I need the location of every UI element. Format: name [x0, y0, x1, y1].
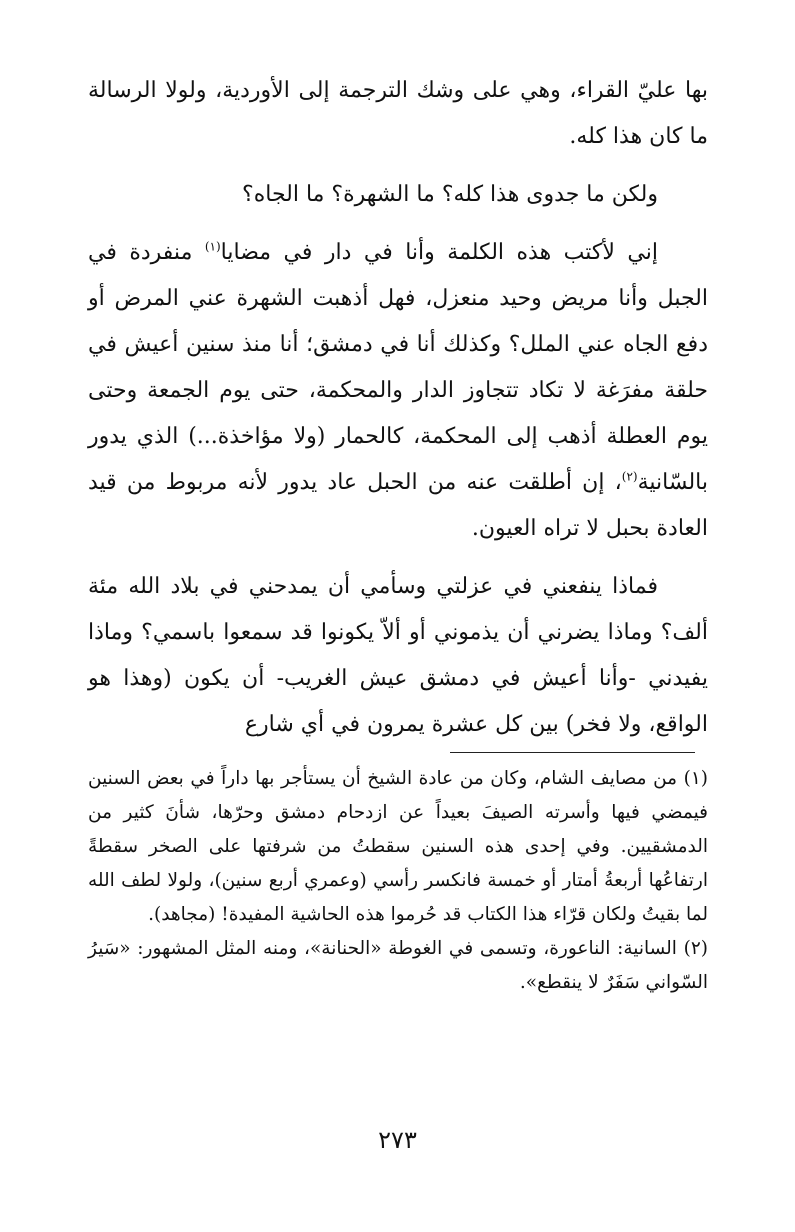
footnotes: [88, 762, 708, 1000]
footnote-ref-1: (١): [204, 239, 221, 254]
footnote-1-text: من مصايف الشام، وكان من عادة الشيخ أن يستأجر بها داراً في بعض السنين فيمضي فيها وأسرته الصيفَ بعيداً عن ازدحام دمشق وحرّها، شأنَ كثير من الدمشقيين. وفي إحدى هذه السنين سقطتُ من شرفتها على الصخر سقطةً ارتفاعُها أربعةُ أمتار أو خمسة فانكسر رأسي (وعمري أربع سنين)، ولولا لطف الله لما بقيتُ ولكان قرّاء هذا الكتاب قد حُرموا هذه الحاشية المفيدة! (مجاهد).: [88, 768, 708, 925]
footnote-1: [88, 762, 708, 932]
footnote-2-text: السانية: الناعورة، وتسمى في الغوطة «الحنانة»، ومنه المثل المشهور: «سَيرُ السّواني سَفَرٌ لا ينقطع».: [88, 938, 708, 993]
paragraph-1: بها عليّ القراء، وهي على وشك الترجمة إلى الأوردية، ولولا الرسالة ما كان هذا كله.: [88, 78, 708, 149]
paragraph-4: فماذا ينفعني في عزلتي وسأمي أن يمدحني في بلاد الله مئة ألف؟ وماذا يضرني أن يذموني أو ألاّ يكونوا قد سمعوا باسمي؟ وماذا يفيدني -وأنا أعيش في دمشق عيش الغريب- أن يكون (وهذا هو الواقع، ولا فخر) بين كل عشرة يمرون في أي شارع: [88, 574, 708, 737]
paragraph-2: ولكن ما جدوى هذا كله؟ ما الشهرة؟ ما الجاه؟: [242, 182, 658, 207]
footnote-2: [88, 932, 708, 1000]
main-text: [88, 68, 708, 748]
footnote-separator: [450, 752, 695, 753]
paragraph-3-part-c: ، إن أطلقت عنه من الحبل عاد يدور لأنه مربوط من قيد العادة بحبل لا تراه العيون.: [88, 470, 708, 541]
paragraph-3-part-a: إني لأكتب هذه الكلمة وأنا في دار في مضايا: [220, 240, 658, 265]
paragraph-3: [88, 230, 708, 552]
page-number: ٢٧٣: [378, 1126, 417, 1154]
footnote-ref-2: (٢): [621, 469, 638, 484]
footnote-2-number: (٢): [683, 938, 709, 959]
paragraph-3-part-b: منفردة في الجبل وأنا مريض وحيد منعزل، فهل أذهبت الشهرة عني المرض أو دفع الجاه عني الملل؟ وكذلك أنا في دمشق؛ أنا منذ سنين أعيش في حلقة مفرَغة لا تكاد تتجاوز الدار والمحكمة، حتى يوم الجمعة وحتى يوم العطلة أذهب إلى المحكمة، كالحمار (ولا مؤاخذة...) الذي يدور بالسّانية: [88, 240, 708, 495]
footnote-1-number: (١): [683, 768, 708, 789]
